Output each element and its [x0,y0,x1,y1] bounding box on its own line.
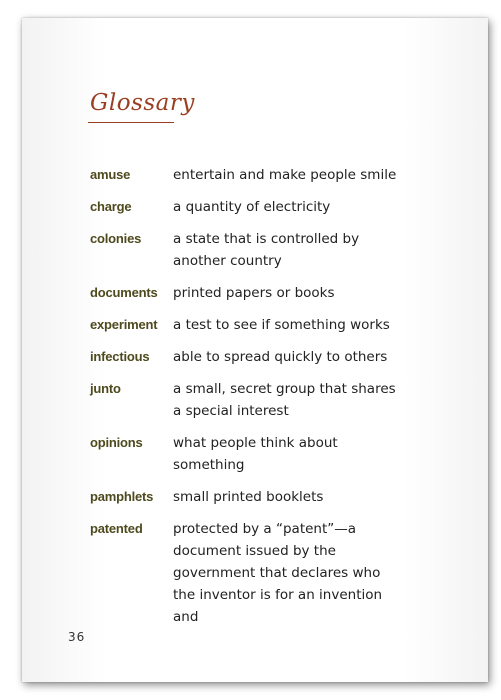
glossary-entry [90,432,420,476]
glossary-entry [90,378,420,422]
glossary-term: experiment [90,317,158,332]
glossary-term: documents [90,285,158,300]
glossary-definition: a quantity of electricity [173,199,331,215]
glossary-entry [90,196,420,218]
glossary-definition: a state that is controlled by another country [173,231,360,269]
glossary-entry [90,518,420,628]
glossary-term: patented [90,521,143,536]
glossary-term: pamphlets [90,489,154,504]
glossary-entry [90,164,420,186]
glossary-entry [90,486,420,508]
glossary-definition: small printed booklets [173,489,324,505]
glossary-term: charge [90,199,132,214]
glossary-definition: printed papers or books [173,285,335,301]
glossary-definition: a small, secret group that shares a special interest [173,381,396,419]
glossary-term: amuse [90,167,131,182]
page-title: Glossary [90,90,195,116]
glossary-term: junto [90,381,121,396]
glossary-entry [90,314,420,336]
glossary-entry [90,228,420,272]
glossary-definition: entertain and make people smile [173,167,397,183]
glossary-definition: protected by a “patent”—a document issued by the government that declares who the inventor is for an invention and [173,521,383,625]
book-page [22,18,488,682]
page-number: 36 [68,630,86,644]
glossary-term: infectious [90,349,150,364]
glossary-list [90,164,420,638]
glossary-term: colonies [90,231,142,246]
glossary-entry [90,346,420,368]
glossary-definition: what people think about something [173,435,338,473]
glossary-term: opinions [90,435,143,450]
title-underline [88,122,174,123]
glossary-definition: a test to see if something works [173,317,390,333]
glossary-entry [90,282,420,304]
glossary-definition: able to spread quickly to others [173,349,388,365]
